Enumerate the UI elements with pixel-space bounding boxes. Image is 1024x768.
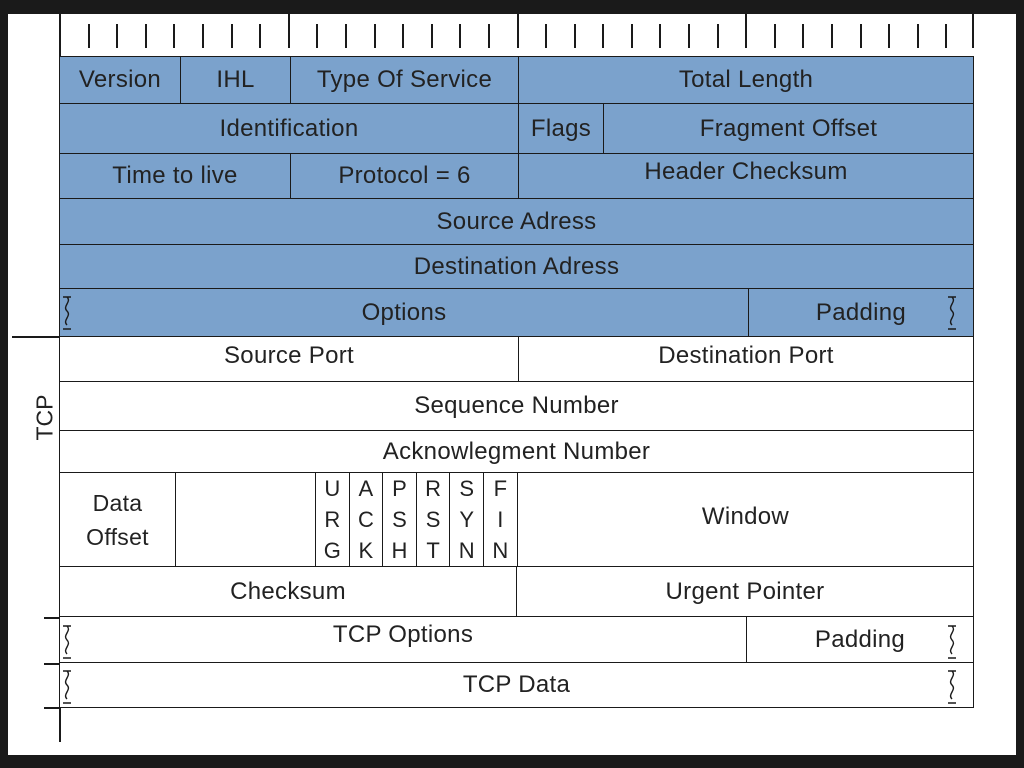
tcp-flag-letter: K bbox=[358, 538, 374, 563]
tcp-flag-letter: Y bbox=[459, 507, 475, 532]
tcp-flag-letter: C bbox=[357, 507, 374, 532]
destination-address-field: Destination Adress bbox=[413, 252, 620, 280]
tcp-flag-letter: F bbox=[493, 476, 508, 501]
tcp-data-field: TCP Data bbox=[462, 671, 571, 698]
source-port-field: Source Port bbox=[223, 342, 355, 369]
bit-tick bbox=[231, 24, 233, 48]
tcp-flag-letter: S bbox=[392, 507, 407, 532]
acknowledgment-number-field: Acknowlegment Number bbox=[382, 437, 651, 465]
section-divider bbox=[12, 336, 59, 338]
tcp-padding-field: Padding bbox=[746, 617, 973, 662]
tcp-flag-letter: A bbox=[358, 476, 374, 501]
bit-tick bbox=[288, 14, 290, 48]
bit-tick bbox=[459, 24, 461, 48]
tcp-row-5 bbox=[59, 567, 974, 617]
tcp-row-4 bbox=[59, 473, 974, 567]
ip-row-2 bbox=[59, 104, 974, 154]
break-mark-icon bbox=[945, 669, 959, 705]
tcp-flag-column bbox=[449, 473, 483, 566]
options-field: Options bbox=[361, 298, 447, 326]
bit-tick bbox=[659, 24, 661, 48]
bit-tick bbox=[774, 24, 776, 48]
tcp-label: TCP bbox=[31, 394, 58, 441]
bit-tick bbox=[860, 24, 862, 48]
bit-tick bbox=[888, 24, 890, 48]
break-mark-icon bbox=[945, 295, 959, 331]
tcp-flag-letter: U bbox=[324, 476, 341, 501]
ihl-field: IHL bbox=[180, 57, 290, 103]
bit-tick bbox=[402, 24, 404, 48]
bit-tick bbox=[116, 24, 118, 48]
extension-line bbox=[44, 707, 60, 709]
break-mark-icon bbox=[60, 669, 74, 705]
ip-row-5 bbox=[59, 245, 974, 289]
bit-tick bbox=[631, 24, 633, 48]
data-offset-field bbox=[60, 473, 175, 566]
bit-tick bbox=[173, 24, 175, 48]
bit-tick bbox=[972, 14, 974, 48]
bit-tick bbox=[745, 14, 747, 48]
protocol-field: Protocol = 6 bbox=[290, 154, 518, 198]
identification-field: Identification bbox=[219, 114, 359, 142]
bit-tick bbox=[802, 24, 804, 48]
bit-tick bbox=[574, 24, 576, 48]
total-length-field: Total Length bbox=[518, 57, 973, 103]
break-mark-icon bbox=[945, 624, 959, 660]
bit-tick bbox=[688, 24, 690, 48]
extension-line bbox=[44, 663, 60, 665]
tcp-row-2 bbox=[59, 382, 974, 431]
bit-tick bbox=[602, 24, 604, 48]
bit-tick bbox=[145, 24, 147, 48]
ip-header-label bbox=[22, 224, 42, 251]
bit-tick bbox=[202, 24, 204, 48]
bit-tick bbox=[488, 24, 490, 48]
urgent-pointer-field: Urgent Pointer bbox=[516, 567, 973, 616]
tcp-flag-column bbox=[349, 473, 383, 566]
diagram-frame bbox=[8, 14, 1016, 755]
version-field: Version bbox=[78, 66, 162, 93]
ip-row-4 bbox=[59, 199, 974, 245]
tcp-row-7 bbox=[59, 663, 974, 708]
tcp-flag-letter: H bbox=[391, 538, 408, 563]
window-field: Window bbox=[517, 473, 973, 566]
tcp-row-1 bbox=[59, 337, 974, 382]
tcp-flag-letter: R bbox=[425, 476, 442, 501]
bit-ruler bbox=[59, 14, 974, 48]
type-of-service-field: Type Of Service bbox=[290, 57, 518, 103]
tcp-flag-letter: G bbox=[323, 538, 341, 563]
tcp-flag-letter: S bbox=[425, 507, 441, 532]
bit-tick bbox=[945, 24, 947, 48]
tcp-options-field: TCP Options bbox=[332, 620, 474, 648]
tcp-flag-column bbox=[315, 473, 349, 566]
ip-row-6 bbox=[59, 289, 974, 337]
reserved-field bbox=[175, 473, 315, 566]
break-mark-icon bbox=[60, 295, 74, 331]
bit-tick bbox=[517, 14, 519, 48]
data-offset-line-2: Offset bbox=[86, 523, 149, 550]
ip-row-1 bbox=[59, 56, 974, 104]
bit-tick bbox=[59, 14, 61, 48]
bit-tick bbox=[345, 24, 347, 48]
ip-row-3 bbox=[59, 154, 974, 199]
tcp-row-6 bbox=[59, 617, 974, 663]
tcp-flag-letter: I bbox=[497, 507, 504, 532]
data-offset-line-1: Data bbox=[92, 489, 143, 516]
tcp-flag-column bbox=[483, 473, 517, 566]
break-mark-icon bbox=[60, 624, 74, 660]
bit-tick bbox=[88, 24, 90, 48]
tcp-flag-letter: N bbox=[492, 538, 509, 563]
tcp-flag-letter: T bbox=[426, 538, 440, 563]
tcp-flag-column bbox=[382, 473, 416, 566]
bit-tick bbox=[374, 24, 376, 48]
fragment-offset-field: Fragment Offset bbox=[603, 104, 973, 153]
bit-tick bbox=[316, 24, 318, 48]
checksum-field: Checksum bbox=[230, 577, 346, 605]
bit-tick bbox=[917, 24, 919, 48]
tcp-flag-letter: P bbox=[392, 476, 407, 501]
tcp-flag-column bbox=[416, 473, 450, 566]
bit-tick bbox=[259, 24, 261, 48]
destination-port-field: Destination Port bbox=[518, 337, 973, 381]
header-checksum-field: Header Checksum bbox=[518, 154, 973, 198]
extension-line bbox=[44, 617, 60, 619]
sequence-number-field: Sequence Number bbox=[414, 392, 619, 419]
time-to-live-field: Time to live bbox=[112, 162, 238, 189]
tcp-flag-letter: R bbox=[324, 507, 341, 532]
tcp-flag-letter: N bbox=[458, 538, 475, 563]
bit-tick bbox=[545, 24, 547, 48]
source-address-field: Source Adress bbox=[436, 207, 597, 235]
bit-tick bbox=[831, 24, 833, 48]
flags-field: Flags bbox=[518, 104, 603, 153]
padding-field: Padding bbox=[748, 289, 973, 336]
bit-tick bbox=[431, 24, 433, 48]
tcp-flag-letter: S bbox=[459, 476, 475, 501]
bit-tick bbox=[717, 24, 719, 48]
tcp-row-3 bbox=[59, 431, 974, 473]
